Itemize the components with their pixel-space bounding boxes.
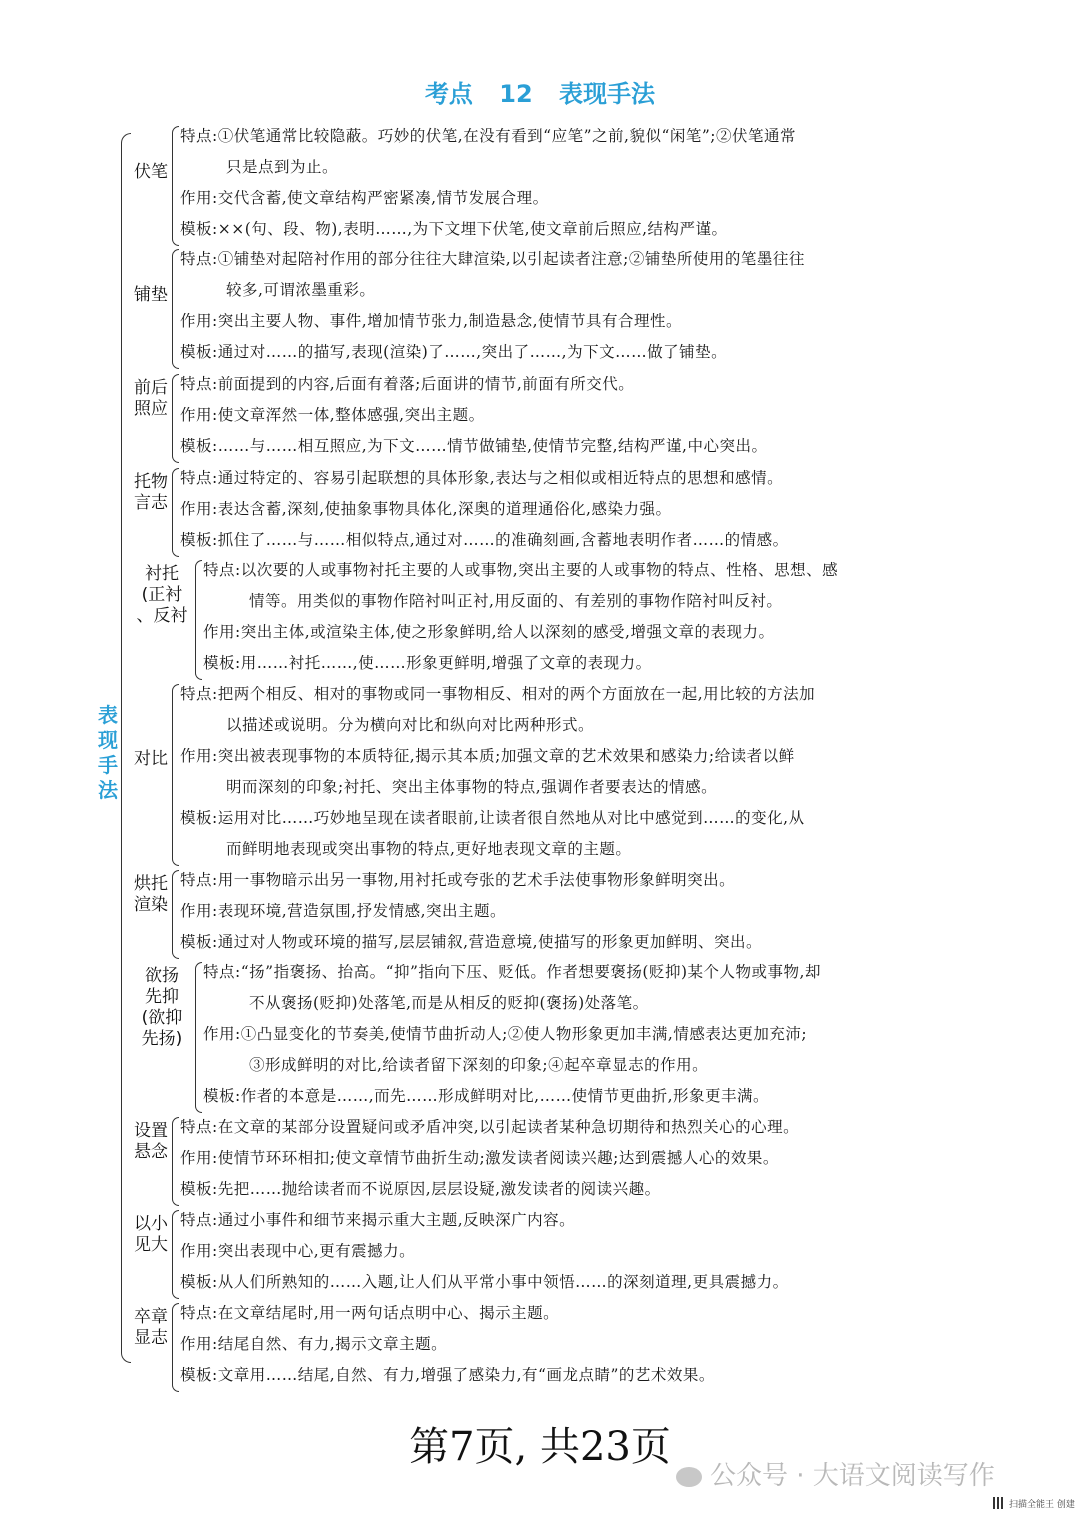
entry-text: 以次要的人或事物衬托主要的人或事物,突出主要的人或事物的特点、性格、思想、感 <box>240 561 839 579</box>
qr-code-icon <box>993 1497 1005 1509</box>
entry-label: 模板: <box>203 1087 241 1105</box>
entry-text: 使情节环环相扣;使文章情节曲折生动;激发读者阅读兴趣;达到震撼人心的效果。 <box>217 1149 779 1167</box>
entry-continuation <box>226 837 631 859</box>
page-title: 考点 12 表现手法 <box>424 80 656 108</box>
entry-text: ③形成鲜明的对比,给读者留下深刻的印象;④起卒章显志的作用。 <box>249 1056 709 1074</box>
category-label: 铺垫 <box>134 285 168 305</box>
entry-line <box>180 1239 415 1261</box>
entry-line <box>180 372 634 394</box>
root-topic: 表现手法 <box>98 703 118 802</box>
entry-line <box>203 620 774 642</box>
category-label: 伏笔 <box>134 162 168 182</box>
entry-continuation <box>226 278 375 300</box>
entry-text: ①伏笔通常比较隐蔽。巧妙的伏笔,在没有看到“应笔”之前,貌似“闲笔”;②伏笔通常 <box>217 127 797 145</box>
entry-text: 用一事物暗示出另一事物,用衬托或夸张的艺术手法使事物形象鲜明突出。 <box>217 871 736 889</box>
entry-label: 模板: <box>180 1273 218 1291</box>
entry-text: ××(句、段、物),表明……,为下文埋下伏笔,使文章前后照应,结构严谨。 <box>217 220 728 238</box>
entry-continuation <box>249 991 649 1013</box>
entry-continuation <box>249 589 782 611</box>
entry-text: 突出被表现事物的本质特征,揭示其本质;加强文章的艺术效果和感染力;给读者以鲜 <box>217 747 795 765</box>
entry-label: 模板: <box>203 654 241 672</box>
entry-line <box>180 186 549 208</box>
scan-note: 扫描全能王 创建 <box>1009 1500 1075 1510</box>
entry-text: 只是点到为止。 <box>226 158 339 176</box>
entry-label: 模板: <box>180 437 218 455</box>
category-label: 设置 悬念 <box>134 1121 168 1162</box>
entry-label: 模板: <box>180 1366 218 1384</box>
section-brace <box>172 126 179 246</box>
entry-line <box>180 217 728 239</box>
section-brace <box>172 1117 179 1206</box>
entry-label: 特点: <box>180 685 218 703</box>
entry-label: 模板: <box>180 343 218 361</box>
category-label: 托物 言志 <box>134 472 168 513</box>
entry-continuation <box>249 1053 708 1075</box>
entry-text: 突出表现中心,更有震撼力。 <box>217 1242 416 1260</box>
entry-line <box>180 899 506 921</box>
entry-text: 交代含蓄,使文章结构严密紧凑,情节发展合理。 <box>217 189 549 207</box>
section-brace <box>195 560 202 680</box>
entry-line <box>180 682 815 704</box>
section-brace <box>195 962 202 1113</box>
entry-line <box>180 868 735 890</box>
entry-line <box>180 434 767 456</box>
entry-label: 作用: <box>203 623 241 641</box>
entry-text: ①凸显变化的节奏美,使情节曲折动人;②使人物形象更加丰满,情感表达更加充沛; <box>240 1025 808 1043</box>
entry-text: 先把……抛给读者而不说原因,层层设疑,激发读者的阅读兴趣。 <box>217 1180 661 1198</box>
entry-line <box>180 1301 559 1323</box>
entry-line <box>203 960 821 982</box>
entry-text: 情等。用类似的事物作陪衬叫正衬,用反面的、有差别的事物作陪衬叫反衬。 <box>249 592 783 610</box>
entry-line <box>180 1270 789 1292</box>
wechat-icon <box>676 1467 702 1487</box>
entry-line <box>180 1177 661 1199</box>
root-brace <box>121 133 131 1363</box>
entry-label: 模板: <box>180 1180 218 1198</box>
section-brace <box>172 684 179 866</box>
entry-line <box>180 403 485 425</box>
entry-line <box>203 558 838 580</box>
watermark <box>676 1455 995 1492</box>
category-label: 烘托 渲染 <box>134 874 168 915</box>
entry-line <box>180 247 805 269</box>
category-label: 欲扬 先抑 (欲抑 先扬) <box>141 966 183 1049</box>
entry-text: 在文章的某部分设置疑问或矛盾冲突,以引起读者某种急切期待和热烈关心的心理。 <box>217 1118 800 1136</box>
entry-line <box>203 651 652 673</box>
entry-label: 特点: <box>180 250 218 268</box>
entry-text: 把两个相反、相对的事物或同一事物相反、相对的两个方面放在一起,用比较的方法加 <box>217 685 816 703</box>
category-label: 对比 <box>134 749 168 769</box>
entry-text: 前面提到的内容,后面有着落;后面讲的情节,前面有所交代。 <box>217 375 635 393</box>
entry-text: 运用对比……巧妙地呈现在读者眼前,让读者很自然地从对比中感觉到……的变化,从 <box>217 809 805 827</box>
entry-label: 特点: <box>180 1118 218 1136</box>
entry-line <box>180 744 795 766</box>
category-label: 衬托 (正衬 、反衬 <box>136 564 188 626</box>
entry-text: 使文章浑然一体,整体感强,突出主题。 <box>217 406 485 424</box>
entry-line <box>180 1363 715 1385</box>
entry-text: 明而深刻的印象;衬托、突出主体事物的特点,强调作者要表达的情感。 <box>226 778 718 796</box>
entry-label: 特点: <box>180 1211 218 1229</box>
entry-label: 模板: <box>180 220 218 238</box>
entry-text: 通过小事件和细节来揭示重大主题,反映深广内容。 <box>217 1211 576 1229</box>
entry-label: 作用: <box>180 747 218 765</box>
entry-label: 特点: <box>180 1304 218 1322</box>
entry-line <box>180 340 727 362</box>
entry-line <box>180 806 805 828</box>
entry-text: 通过对……的描写,表现(渲染)了……,突出了……,为下文……做了铺垫。 <box>217 343 728 361</box>
entry-continuation <box>226 155 338 177</box>
entry-text: 从人们所熟知的……入题,让人们从平常小事中领悟……的深刻道理,更具震撼力。 <box>217 1273 789 1291</box>
entry-text: 抓住了……与……相似特点,通过对……的准确刻画,含蓄地表明作者……的情感。 <box>217 531 789 549</box>
entry-text: 而鲜明地表现或突出事物的特点,更好地表现文章的主题。 <box>226 840 632 858</box>
entry-label: 作用: <box>180 189 218 207</box>
section-brace <box>172 374 179 463</box>
entry-text: 突出主体,或渲染主体,使之形象鲜明,给人以深刻的感受,增强文章的表现力。 <box>240 623 775 641</box>
entry-label: 模板: <box>180 933 218 951</box>
section-brace <box>172 870 179 959</box>
page-number: 第7页, 共23页 <box>409 1424 671 1470</box>
section-brace <box>172 249 179 369</box>
entry-label: 作用: <box>180 1242 218 1260</box>
entry-text: 表达含蓄,深刻,使抽象事物具体化,深奥的道理通俗化,感染力强。 <box>217 500 672 518</box>
entry-line <box>180 1208 575 1230</box>
entry-label: 特点: <box>180 127 218 145</box>
entry-text: “扬”指褒扬、抬高。“抑”指向下压、贬低。作者想要褒扬(贬抑)某个人物或事物,却 <box>240 963 821 981</box>
entry-line <box>180 124 796 146</box>
entry-label: 特点: <box>180 871 218 889</box>
entry-line <box>180 309 682 331</box>
entry-label: 作用: <box>180 902 218 920</box>
entry-text: 表现环境,营造氛围,抒发情感,突出主题。 <box>217 902 507 920</box>
category-label: 卒章 显志 <box>134 1307 168 1348</box>
entry-line <box>203 1084 769 1106</box>
entry-text: 作者的本意是……,而先……形成鲜明对比,……使情节更曲折,形象更丰满。 <box>240 1087 770 1105</box>
section-brace <box>172 468 179 557</box>
entry-label: 特点: <box>180 469 218 487</box>
entry-line <box>203 1022 807 1044</box>
entry-text: 通过对人物或环境的描写,层层铺叙,营造意境,使描写的形象更加鲜明、突出。 <box>217 933 763 951</box>
entry-text: ①铺垫对起陪衬作用的部分往往大肆渲染,以引起读者注意;②铺垫所使用的笔墨往往 <box>217 250 805 268</box>
entry-label: 作用: <box>180 312 218 330</box>
entry-line <box>180 1332 447 1354</box>
category-label: 前后 照应 <box>134 378 168 419</box>
entry-text: 以描述或说明。分为横向对比和纵向对比两种形式。 <box>226 716 595 734</box>
entry-label: 模板: <box>180 809 218 827</box>
entry-label: 作用: <box>180 500 218 518</box>
entry-label: 特点: <box>203 561 241 579</box>
entry-line <box>180 930 762 952</box>
entry-text: 文章用……结尾,自然、有力,增强了感染力,有“画龙点睛”的艺术效果。 <box>217 1366 715 1384</box>
entry-text: 不从褒扬(贬抑)处落笔,而是从相反的贬抑(褒扬)处落笔。 <box>249 994 649 1012</box>
entry-line <box>180 528 789 550</box>
entry-label: 作用: <box>180 406 218 424</box>
entry-text: ……与……相互照应,为下文……情节做铺垫,使情节完整,结构严谨,中心突出。 <box>217 437 768 455</box>
entry-continuation <box>226 775 717 797</box>
entry-continuation <box>226 713 594 735</box>
watermark-text: 公众号 · 大语文阅读写作 <box>710 1461 995 1491</box>
entry-text: 通过特定的、容易引起联想的具体形象,表达与之相似或相近特点的思想和感情。 <box>217 469 784 487</box>
entry-label: 特点: <box>180 375 218 393</box>
entry-line <box>180 1146 779 1168</box>
entry-line <box>180 497 671 519</box>
entry-text: 较多,可谓浓墨重彩。 <box>226 281 376 299</box>
section-brace <box>172 1210 179 1299</box>
entry-label: 模板: <box>180 531 218 549</box>
category-label: 以小 见大 <box>134 1214 168 1255</box>
section-brace <box>172 1303 179 1392</box>
entry-line <box>180 1115 799 1137</box>
entry-label: 特点: <box>203 963 241 981</box>
entry-text: 在文章结尾时,用一两句话点明中心、揭示主题。 <box>217 1304 560 1322</box>
entry-line <box>180 466 783 488</box>
entry-label: 作用: <box>180 1335 218 1353</box>
entry-text: 结尾自然、有力,揭示文章主题。 <box>217 1335 448 1353</box>
entry-text: 突出主要人物、事件,增加情节张力,制造悬念,使情节具有合理性。 <box>217 312 683 330</box>
entry-text: 用……衬托……,使……形象更鲜明,增强了文章的表现力。 <box>240 654 652 672</box>
entry-label: 作用: <box>203 1025 241 1043</box>
entry-label: 作用: <box>180 1149 218 1167</box>
